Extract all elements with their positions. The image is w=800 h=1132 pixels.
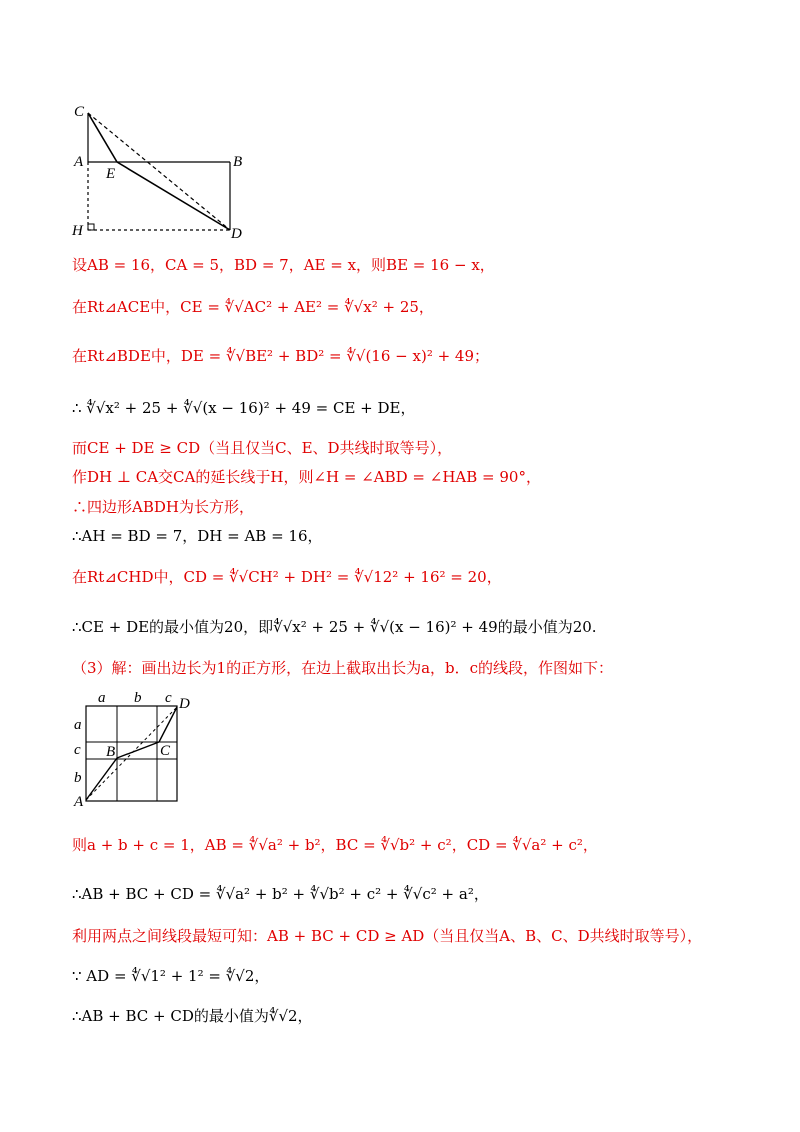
line-9: 在Rt⊿CHD中，CD = ∜√CH² + DH² = ∜√12² + 16² = 20， (72, 568, 502, 586)
segment-ED (117, 162, 230, 230)
label-H: H (72, 223, 83, 239)
line-12: 则a + b + c = 1，AB = ∜√a² + b²，BC = ∜√b² + c²，CD = ∜√a² + c²， (72, 836, 598, 854)
label-E: E (106, 166, 116, 182)
line-7: ∴四边形ABDH为长方形， (72, 498, 254, 516)
label-b-left: b (74, 770, 82, 786)
line-2: 在Rt⊿ACE中，CE = ∜√AC² + AE² = ∜√x² + 25， (72, 298, 434, 316)
line-13: ∴AB + BC + CD = ∜√a² + b² + ∜√b² + c² + ∜√c² + a²， (72, 885, 489, 903)
segment-CE (88, 113, 117, 162)
label-A: A (74, 154, 84, 170)
right-angle-mark (88, 224, 94, 230)
segment-CD (159, 707, 177, 742)
line-14: 利用两点之间线段最短可知：AB + BC + CD ≥ AD（当且仅当A、B、C、D共线时取等号）， (72, 927, 703, 945)
line-10: ∴CE + DE的最小值为20，即∜√x² + 25 + ∜√(x − 16)² + 49的最小值为20. (72, 618, 597, 636)
line-15: ∵ AD = ∜√1² + 1² = ∜√2， (72, 967, 270, 985)
label-c-top: c (165, 690, 172, 706)
segment-BC (117, 742, 159, 758)
label-D: D (179, 696, 190, 712)
square-grid-figure-2 (70, 690, 210, 810)
label-c-left: c (74, 742, 81, 758)
line-1: 设AB = 16，CA = 5，BD = 7，AE = x，则BE = 16 − x， (72, 256, 495, 274)
label-a-left: a (74, 717, 82, 733)
label-B: B (106, 744, 116, 760)
label-B: B (233, 154, 243, 170)
line-6: 作DH ⊥ CA交CA的延长线于H，则∠H = ∠ABD = ∠HAB = 90°， (72, 468, 541, 486)
label-D: D (231, 226, 242, 242)
rectangle-figure-1 (70, 100, 270, 245)
line-11: （3）解：画出边长为1的正方形，在边上截取出长为a，b．c的线段，作图如下： (72, 659, 614, 677)
label-a-top: a (98, 690, 106, 706)
line-3: 在Rt⊿BDE中，DE = ∜√BE² + BD² = ∜√(16 − x)² + 49； (72, 347, 490, 365)
segment-AB (86, 758, 117, 800)
line-5: 而CE + DE ≥ CD（当且仅当C、E、D共线时取等号）， (72, 439, 453, 457)
line-4: ∴ ∜√x² + 25 + ∜√(x − 16)² + 49 = CE + DE， (72, 399, 416, 417)
label-A: A (74, 794, 84, 810)
label-C: C (74, 104, 85, 120)
line-8: ∴AH = BD = 7，DH = AB = 16， (72, 527, 323, 545)
line-16: ∴AB + BC + CD的最小值为∜√2， (72, 1007, 313, 1025)
label-b-top: b (134, 690, 142, 706)
label-C: C (160, 743, 171, 759)
